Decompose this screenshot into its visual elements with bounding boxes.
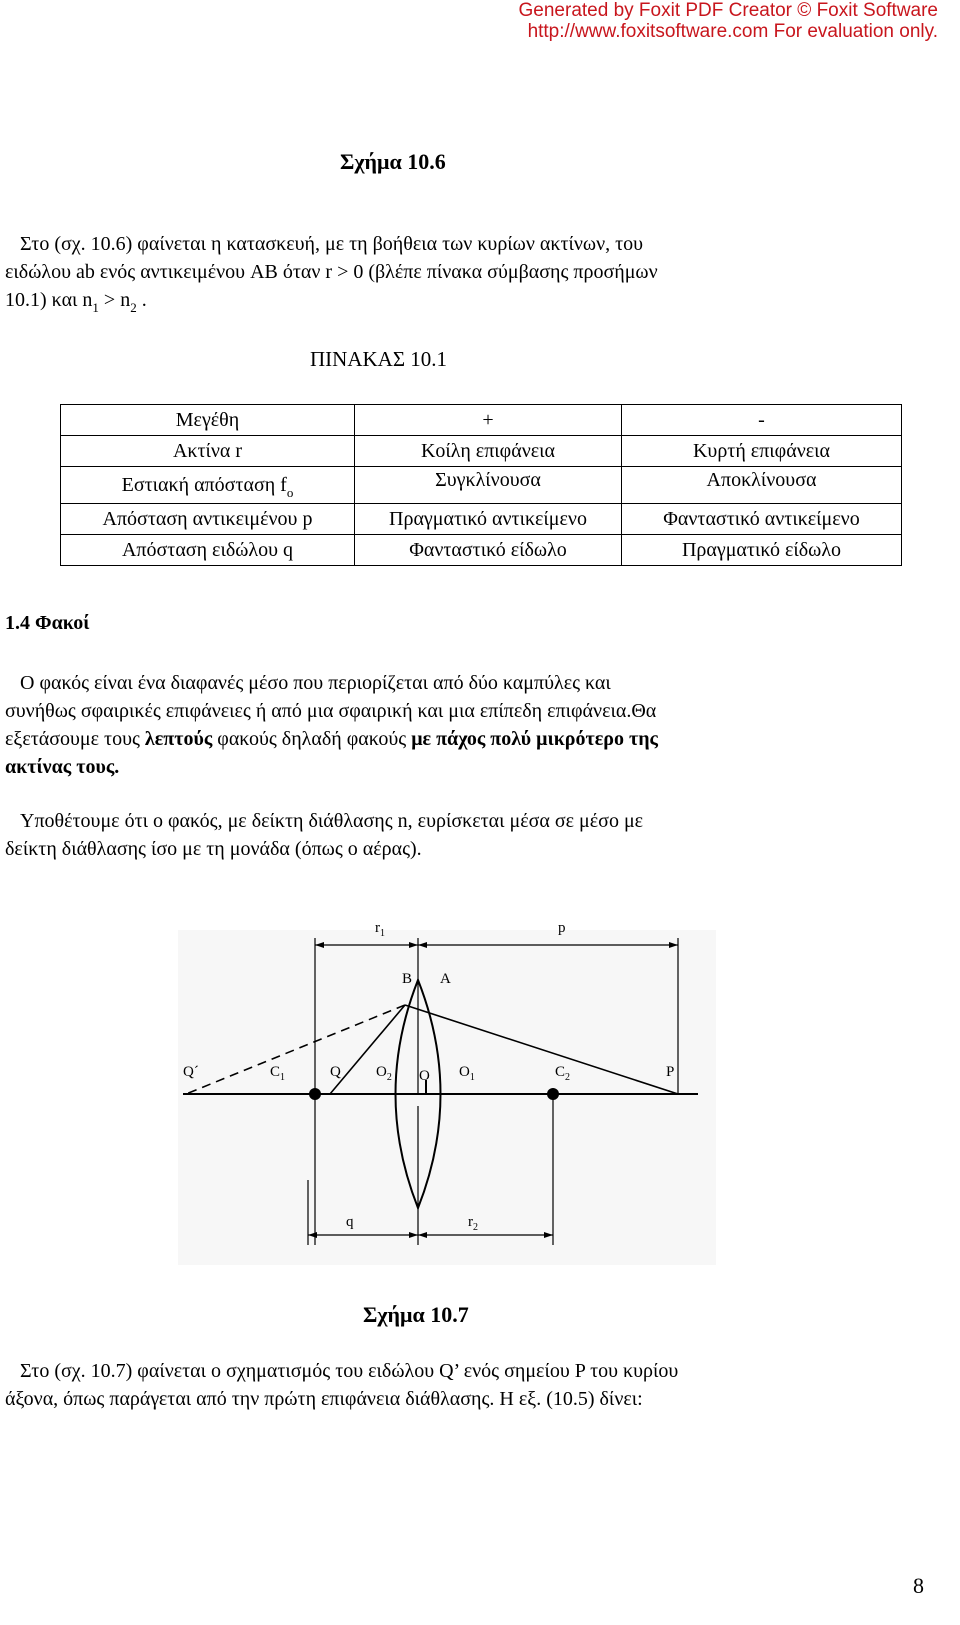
- table-cell: -: [622, 405, 902, 436]
- p-point-label: P: [666, 1064, 675, 1080]
- o1-letter: O: [459, 1064, 470, 1080]
- para2-line2: συνήθως σφαιρικές επιφάνειες ή από μια σφαιρική και μια επίπεδη επιφάνεια.Θα: [5, 700, 657, 722]
- r2-subscript: 2: [473, 1222, 478, 1233]
- q-label: Q: [330, 1064, 341, 1080]
- c1-subscript: 1: [280, 1072, 286, 1083]
- para2-line1: Ο φακός είναι ένα διαφανές μέσο που περιορίζεται από δύο καμπύλες και: [20, 672, 611, 694]
- table-row: [61, 504, 902, 535]
- c2-center-point: [547, 1088, 559, 1100]
- focal-length-subscript: o: [286, 484, 294, 500]
- para4-line1: Στο (σχ. 10.7) φαίνεται ο σχηματισμός του ειδώλου Q’ ενός σημείου P του κυρίου: [20, 1360, 679, 1382]
- table-cell: Φανταστικό αντικείμενο: [622, 504, 902, 535]
- table-title: ΠΙΝΑΚΑΣ 10.1: [310, 347, 448, 371]
- c1-center-point: [309, 1088, 321, 1100]
- page-number: 8: [913, 1573, 924, 1598]
- para2-line3-c: φακούς δηλαδή φακούς: [212, 728, 412, 750]
- para2-line3-b: λεπτούς: [144, 728, 213, 750]
- figure-caption-10-7: Σχήμα 10.7: [363, 1302, 469, 1327]
- lens-refraction-diagram: [178, 920, 716, 1265]
- para3-line1: Υποθέτουμε ότι ο φακός, με δείκτη διάθλασης n, ευρίσκεται μέσα σε μέσο με: [20, 810, 644, 832]
- para4-line2: άξονα, όπως παράγεται από την πρώτη επιφάνεια διάθλασης. Η εξ. (10.5) δίνει:: [5, 1388, 643, 1410]
- paragraph-lenses: [5, 669, 805, 781]
- table-cell: [61, 467, 355, 504]
- r2-letter: r: [468, 1214, 473, 1230]
- n1-symbol: n: [82, 289, 93, 311]
- a-label: A: [440, 971, 451, 987]
- watermark-line1: Generated by Foxit PDF Creator © Foxit Software: [518, 0, 938, 21]
- q-prime-label: Q´: [183, 1064, 199, 1080]
- table-row: [61, 436, 902, 467]
- para2-line3-a: εξετάσουμε τους: [5, 728, 145, 750]
- watermark: [519, 0, 938, 42]
- figure-caption-10-6: Σχήμα 10.6: [340, 149, 446, 174]
- o2-letter: O: [376, 1064, 387, 1080]
- table-cell: Φανταστικό είδωλο: [355, 535, 622, 566]
- table-row: [61, 535, 902, 566]
- table-cell: Ακτίνα r: [61, 436, 355, 467]
- table-cell: Απόσταση αντικειμένου p: [61, 504, 355, 535]
- table-row: [61, 467, 902, 504]
- c2-subscript: 2: [565, 1072, 571, 1083]
- table-cell: Κυρτή επιφάνεια: [622, 436, 902, 467]
- sign-convention-table: [60, 404, 902, 566]
- r1-subscript: 1: [380, 928, 385, 939]
- para2-line3: [5, 725, 805, 753]
- o2-subscript: 2: [386, 1072, 392, 1083]
- para2-line3-d: με πάχος πολύ μικρότερο της: [411, 728, 658, 750]
- p-label: p: [558, 920, 566, 936]
- para1-line2: ειδώλου ab ενός αντικειμένου AB όταν r > 0 (βλέπε πίνακα σύμβασης προσήμων: [5, 261, 658, 283]
- table-cell: Πραγματικό αντικείμενο: [355, 504, 622, 535]
- o-label: O: [419, 1068, 430, 1084]
- table-cell: Συγκλίνουσα: [355, 467, 622, 504]
- para3-line2: δείκτη διάθλασης ίσο με τη μονάδα (όπως ο αέρας).: [5, 838, 422, 860]
- n1-subscript: 1: [92, 300, 99, 315]
- paragraph-figure-10-7: [5, 1357, 835, 1413]
- b-label: B: [402, 971, 413, 987]
- c2-letter: C: [555, 1064, 566, 1080]
- para1-end: .: [136, 289, 147, 311]
- focal-length-label: Εστιακή απόσταση f: [121, 473, 287, 496]
- r1-letter: r: [375, 920, 380, 936]
- para1-line1: Στο (σχ. 10.6) φαίνεται η κατασκευή, με τη βοήθεια των κυρίων ακτίνων, του: [20, 233, 644, 255]
- table-cell: Μεγέθη: [61, 405, 355, 436]
- o1-subscript: 1: [469, 1072, 475, 1083]
- c1-letter: C: [270, 1064, 281, 1080]
- para2-line4: ακτίνας τους.: [5, 756, 120, 778]
- table-cell: Πραγματικό είδωλο: [622, 535, 902, 566]
- table-cell: Αποκλίνουσα: [622, 467, 902, 504]
- table-row: [61, 405, 902, 436]
- table-cell: Απόσταση ειδώλου q: [61, 535, 355, 566]
- n2-subscript: 2: [130, 300, 137, 315]
- greater-than: >: [98, 289, 121, 311]
- watermark-line2: http://www.foxitsoftware.com For evaluation only.: [527, 21, 938, 42]
- table-cell: +: [355, 405, 622, 436]
- n2-symbol: n: [120, 289, 131, 311]
- table-cell: Κοίλη επιφάνεια: [355, 436, 622, 467]
- para1-line3-prefix: 10.1) και: [5, 289, 83, 311]
- para1-line3: [5, 286, 805, 316]
- section-heading: 1.4 Φακοί: [5, 612, 90, 634]
- paragraph-figure-10-6: [5, 230, 805, 316]
- paragraph-assumption: [5, 807, 805, 863]
- q-distance-label: q: [346, 1214, 354, 1230]
